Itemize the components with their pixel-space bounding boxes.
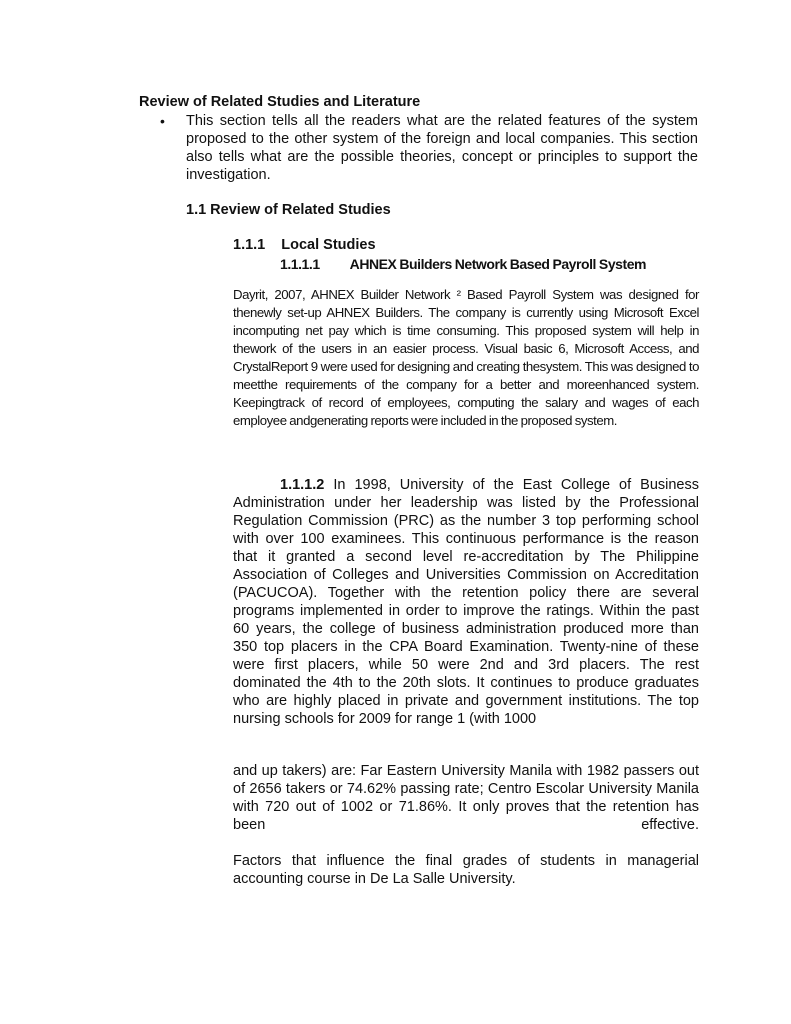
- local-studies-title: Local Studies: [281, 237, 376, 253]
- study-2-body-part3: Factors that influence the final grades of students in managerial accounting course in De La Salle University.: [233, 853, 699, 887]
- study-2-number: 1.1.1.2: [280, 477, 325, 493]
- study-1-body: Dayrit, 2007, AHNEX Builder Network ² Based Payroll System was designed for thenewly set-up AHNEX Builders. The company is currently using Microsoft Excel incomputing net pay which is time consuming. This proposed system will help in thework of the users in an easier process. Visual basic 6, Microsoft Access, and CrystalReport 9 were used for designing and creating thesystem. This was designed to meetthe requirements of the company for a better and moreenhanced system. Keepingtrack of record of employees, computing the salary and wages of each employee andgenerating reports were included in the proposed system.: [233, 287, 699, 428]
- local-studies-heading: [233, 237, 376, 254]
- study-1-heading: [280, 255, 646, 273]
- bullet-dot-icon: •: [160, 113, 165, 129]
- local-studies-number: 1.1.1: [233, 237, 266, 253]
- section-title: Review of Related Studies and Literature: [139, 94, 421, 110]
- intro-bullet-text: This section tells all the readers what are the related features of the system proposed to the other system of the foreign and local companies. This section also tells what are the possible theories, concept or principles to support the investigation.: [186, 113, 698, 183]
- study-2-body-part1: In 1998, University of the East College of Business Administration under her leadership was listed by the Professional Regulation Commission (PRC) as the number 3 top performing school with over 100 examinees. This continuous performance is the reason that it granted a second level re-accreditation by The Philippine Association of Colleges and Universities Commission on Accreditation (PACUCOA). Together with the retention policy there are several programs implemented in order to improve the ratings. Within the past 60 years, the college of business administration produced more than 350 top placers in the CPA Board Examination. Twenty-nine of these were first placers, while 50 were 2nd and 3rd placers. The rest dominated the 4th to the 20th slots. It continues to produce graduates who are highly placed in private and government institutions. The top nursing schools for 2009 for range 1 (with 1000: [233, 477, 699, 727]
- study-1-title: AHNEX Builders Network Based Payroll System: [349, 256, 647, 272]
- study-2-paragraph: [233, 476, 699, 728]
- study-2-body-part2: and up takers) are: Far Eastern University Manila with 1982 passers out of 2656 takers or 74.62% passing rate; Centro Escolar University Manila with 720 out of 1002 or 71.86%. It only proves that the retention has been effective.: [233, 763, 699, 833]
- review-related-studies-heading: 1.1 Review of Related Studies: [186, 202, 391, 218]
- study-1-number: 1.1.1.1: [280, 256, 320, 272]
